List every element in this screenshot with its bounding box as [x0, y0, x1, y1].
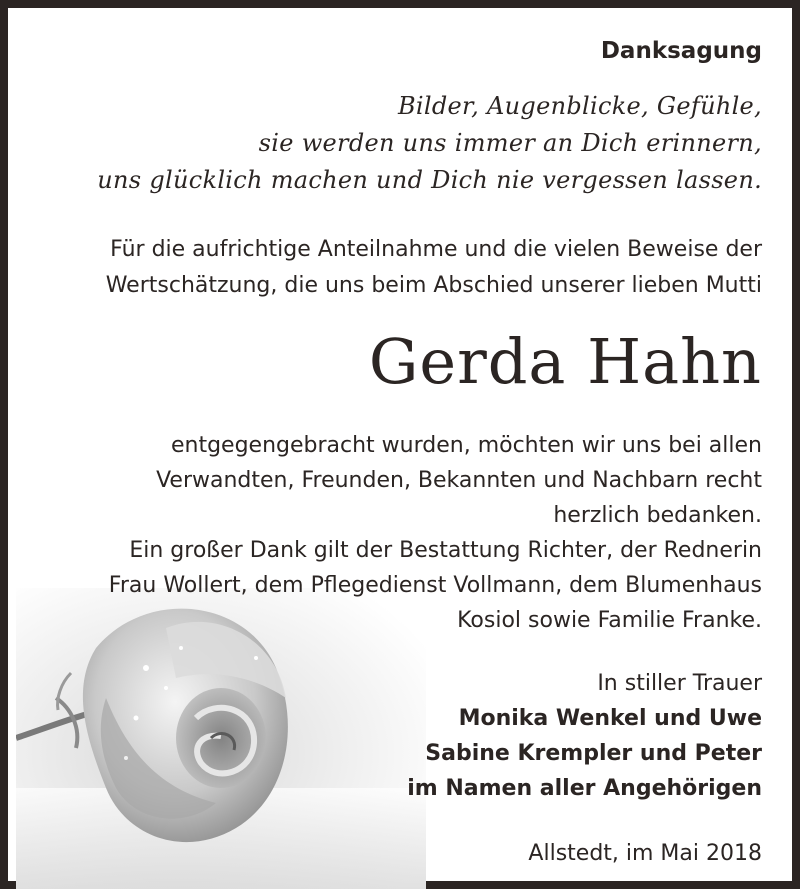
- thanks-line: Ein großer Dank gilt der Bestattung Richter, der Rednerin: [129, 538, 762, 563]
- thanks-text: [48, 428, 762, 638]
- signoff-intro: In stiller Trauer: [597, 671, 762, 696]
- heading: Danksagung: [600, 38, 762, 64]
- intro-line: Wertschätzung, die uns beim Abschied unserer lieben Mutti: [105, 273, 762, 298]
- mourner-name: Monika Wenkel und Uwe: [458, 706, 762, 731]
- thanks-line: Frau Wollert, dem Pflegedienst Vollmann, dem Blumenhaus: [108, 573, 762, 598]
- poem: [48, 88, 762, 199]
- mourner-name: im Namen aller Angehörigen: [407, 776, 762, 801]
- thanks-line: Kosiol sowie Familie Franke.: [457, 608, 762, 633]
- thanks-line: Verwandten, Freunden, Bekannten und Nachbarn recht: [156, 468, 762, 493]
- signoff: [48, 666, 762, 806]
- intro-text: [48, 232, 762, 304]
- deceased-name: Gerda Hahn: [368, 325, 762, 398]
- thanks-line: entgegengebracht wurden, möchten wir uns bei allen: [170, 433, 762, 458]
- intro-line: Für die aufrichtige Anteilnahme und die vielen Beweise der: [110, 237, 762, 262]
- place-date: Allstedt, im Mai 2018: [528, 841, 762, 866]
- poem-line: uns glücklich machen und Dich nie vergessen lassen.: [97, 166, 762, 194]
- mourner-name: Sabine Krempler und Peter: [425, 741, 762, 766]
- poem-line: Bilder, Augenblicke, Gefühle,: [397, 92, 762, 120]
- thanks-line: herzlich bedanken.: [553, 503, 762, 528]
- poem-line: sie werden uns immer an Dich erinnern,: [258, 129, 762, 157]
